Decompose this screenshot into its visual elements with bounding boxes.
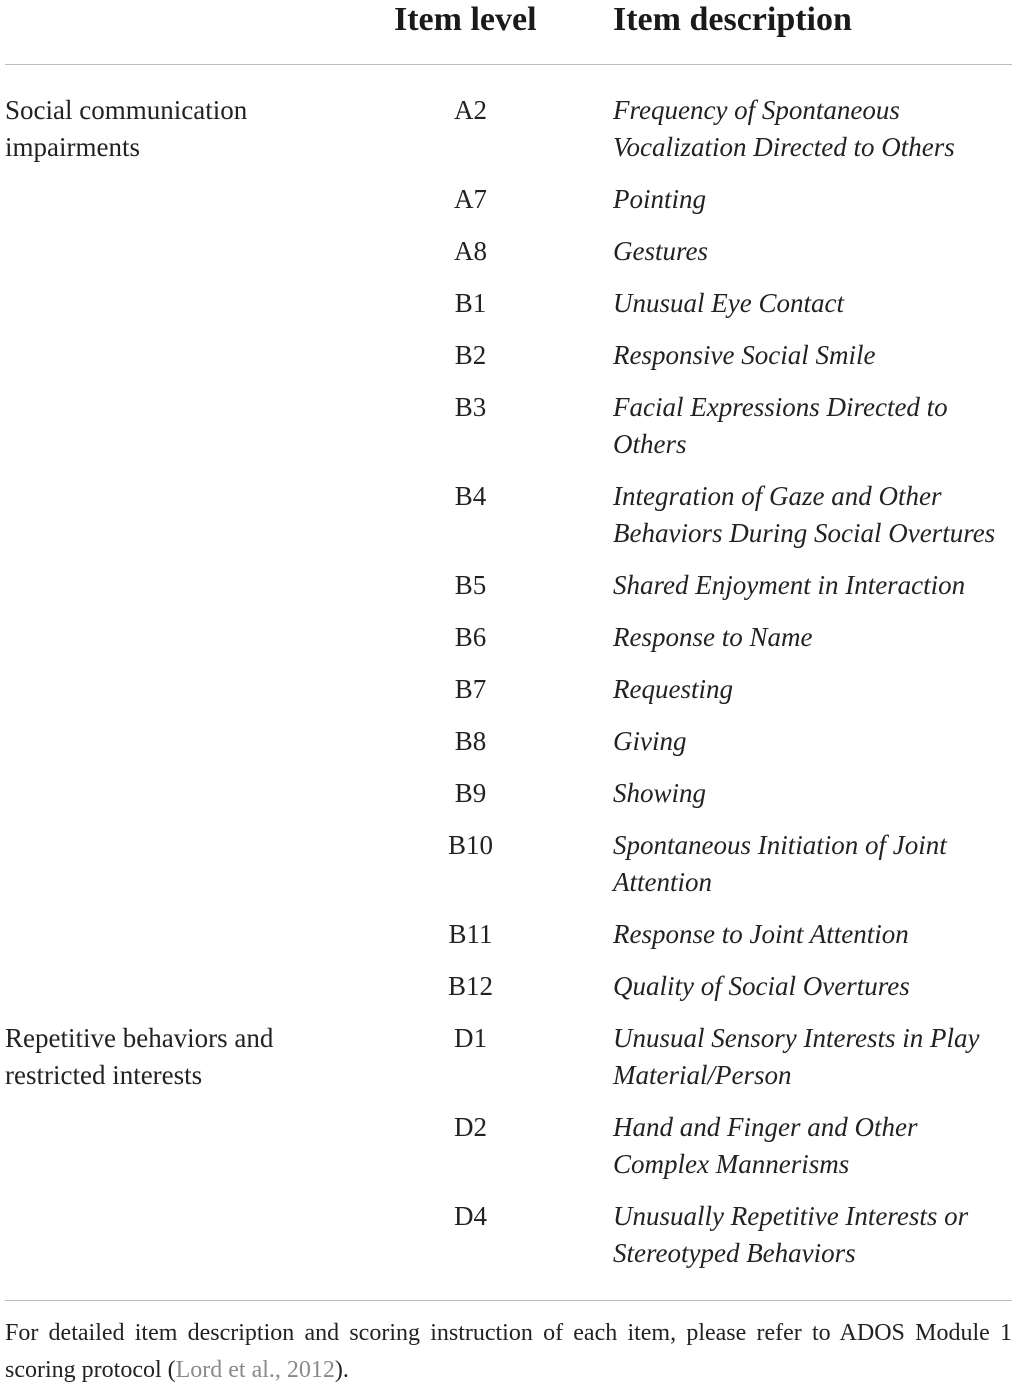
- table-row: [5, 389, 1012, 478]
- row-category: [5, 285, 405, 286]
- row-item-description: Unusually Repetitive Interests or Stereotyped Behaviors: [613, 1201, 969, 1268]
- row-item-level: B12: [447, 971, 493, 1001]
- row-category: [5, 775, 405, 776]
- row-item-description: Shared Enjoyment in Interaction: [613, 570, 966, 600]
- row-category: [5, 916, 405, 917]
- row-category: [5, 968, 405, 969]
- row-item-description: Quality of Social Overtures: [613, 971, 910, 1001]
- row-item-description: Unusual Sensory Interests in Play Material/Person: [613, 1023, 980, 1090]
- row-category: Social communication impairments: [5, 95, 248, 162]
- table-row: [5, 92, 1012, 181]
- row-item-level: B3: [454, 392, 487, 422]
- row-item-level: B7: [454, 674, 487, 704]
- table-row: [5, 1020, 1012, 1109]
- table-body: [5, 65, 1012, 1287]
- table-row: [5, 968, 1012, 1020]
- table-row: [5, 181, 1012, 233]
- row-item-description: Integration of Gaze and Other Behaviors During Social Overtures: [613, 481, 996, 548]
- row-category: [5, 619, 405, 620]
- table-row: [5, 567, 1012, 619]
- row-category: [5, 181, 405, 182]
- row-item-level: B1: [454, 288, 487, 318]
- table-row: [5, 723, 1012, 775]
- row-item-level: D1: [454, 1023, 487, 1053]
- table-row: [5, 233, 1012, 285]
- row-category: [5, 337, 405, 338]
- row-item-level: B10: [447, 830, 493, 860]
- row-item-description: Response to Name: [613, 622, 813, 652]
- footer-divider: [5, 1300, 1012, 1301]
- row-item-description: Response to Joint Attention: [613, 919, 909, 949]
- row-item-level: B6: [454, 622, 487, 652]
- row-category: [5, 671, 405, 672]
- row-item-description: Facial Expressions Directed to Others: [613, 392, 948, 459]
- table-row: [5, 619, 1012, 671]
- footnote-text-end: ).: [334, 1357, 349, 1383]
- row-item-level: B9: [454, 778, 487, 808]
- row-category: [5, 1198, 405, 1199]
- footnote-text: For detailed item description and scoring instruction of each item, please refer to ADOS Module 1 scoring protocol (: [5, 1320, 1012, 1383]
- row-item-description: Giving: [613, 726, 687, 756]
- row-category: [5, 723, 405, 724]
- row-category: [5, 478, 405, 479]
- table-row: [5, 916, 1012, 968]
- header-item-level: Item level: [394, 1, 537, 38]
- row-item-level: A2: [454, 95, 487, 125]
- row-item-description: Pointing: [613, 184, 706, 214]
- row-item-level: B11: [448, 919, 493, 949]
- row-category: [5, 389, 405, 390]
- row-category: [5, 827, 405, 828]
- row-item-level: B5: [454, 570, 487, 600]
- row-item-level: B8: [454, 726, 487, 756]
- row-category: Repetitive behaviors and restricted interests: [5, 1023, 274, 1090]
- row-category: [5, 233, 405, 234]
- item-table: [5, 0, 1012, 1287]
- row-item-description: Gestures: [613, 236, 708, 266]
- row-item-description: Spontaneous Initiation of Joint Attention: [613, 830, 947, 897]
- table-header: [5, 0, 1012, 65]
- row-item-level: A7: [454, 184, 487, 214]
- row-item-description: Requesting: [613, 674, 733, 704]
- table-row: [5, 1109, 1012, 1198]
- table-row: [5, 285, 1012, 337]
- citation-link[interactable]: Lord et al., 2012: [175, 1357, 335, 1383]
- row-item-description: Unusual Eye Contact: [613, 288, 844, 318]
- row-item-description: Hand and Finger and Other Complex Mannerisms: [613, 1112, 918, 1179]
- table-row: [5, 478, 1012, 567]
- table-footnote: [5, 1315, 1012, 1389]
- row-item-level: A8: [454, 236, 487, 266]
- row-item-description: Frequency of Spontaneous Vocalization Directed to Others: [613, 95, 955, 162]
- table-row: [5, 1198, 1012, 1287]
- row-category: [5, 567, 405, 568]
- row-item-level: B2: [454, 340, 487, 370]
- row-item-level: B4: [454, 481, 487, 511]
- table-row: [5, 775, 1012, 827]
- table-row: [5, 671, 1012, 723]
- row-category: [5, 1109, 405, 1110]
- table-row: [5, 827, 1012, 916]
- row-item-description: Showing: [613, 778, 707, 808]
- row-item-level: D4: [454, 1201, 487, 1231]
- row-item-description: Responsive Social Smile: [613, 340, 876, 370]
- row-item-level: D2: [454, 1112, 487, 1142]
- header-item-description: Item description: [613, 1, 852, 38]
- table-row: [5, 337, 1012, 389]
